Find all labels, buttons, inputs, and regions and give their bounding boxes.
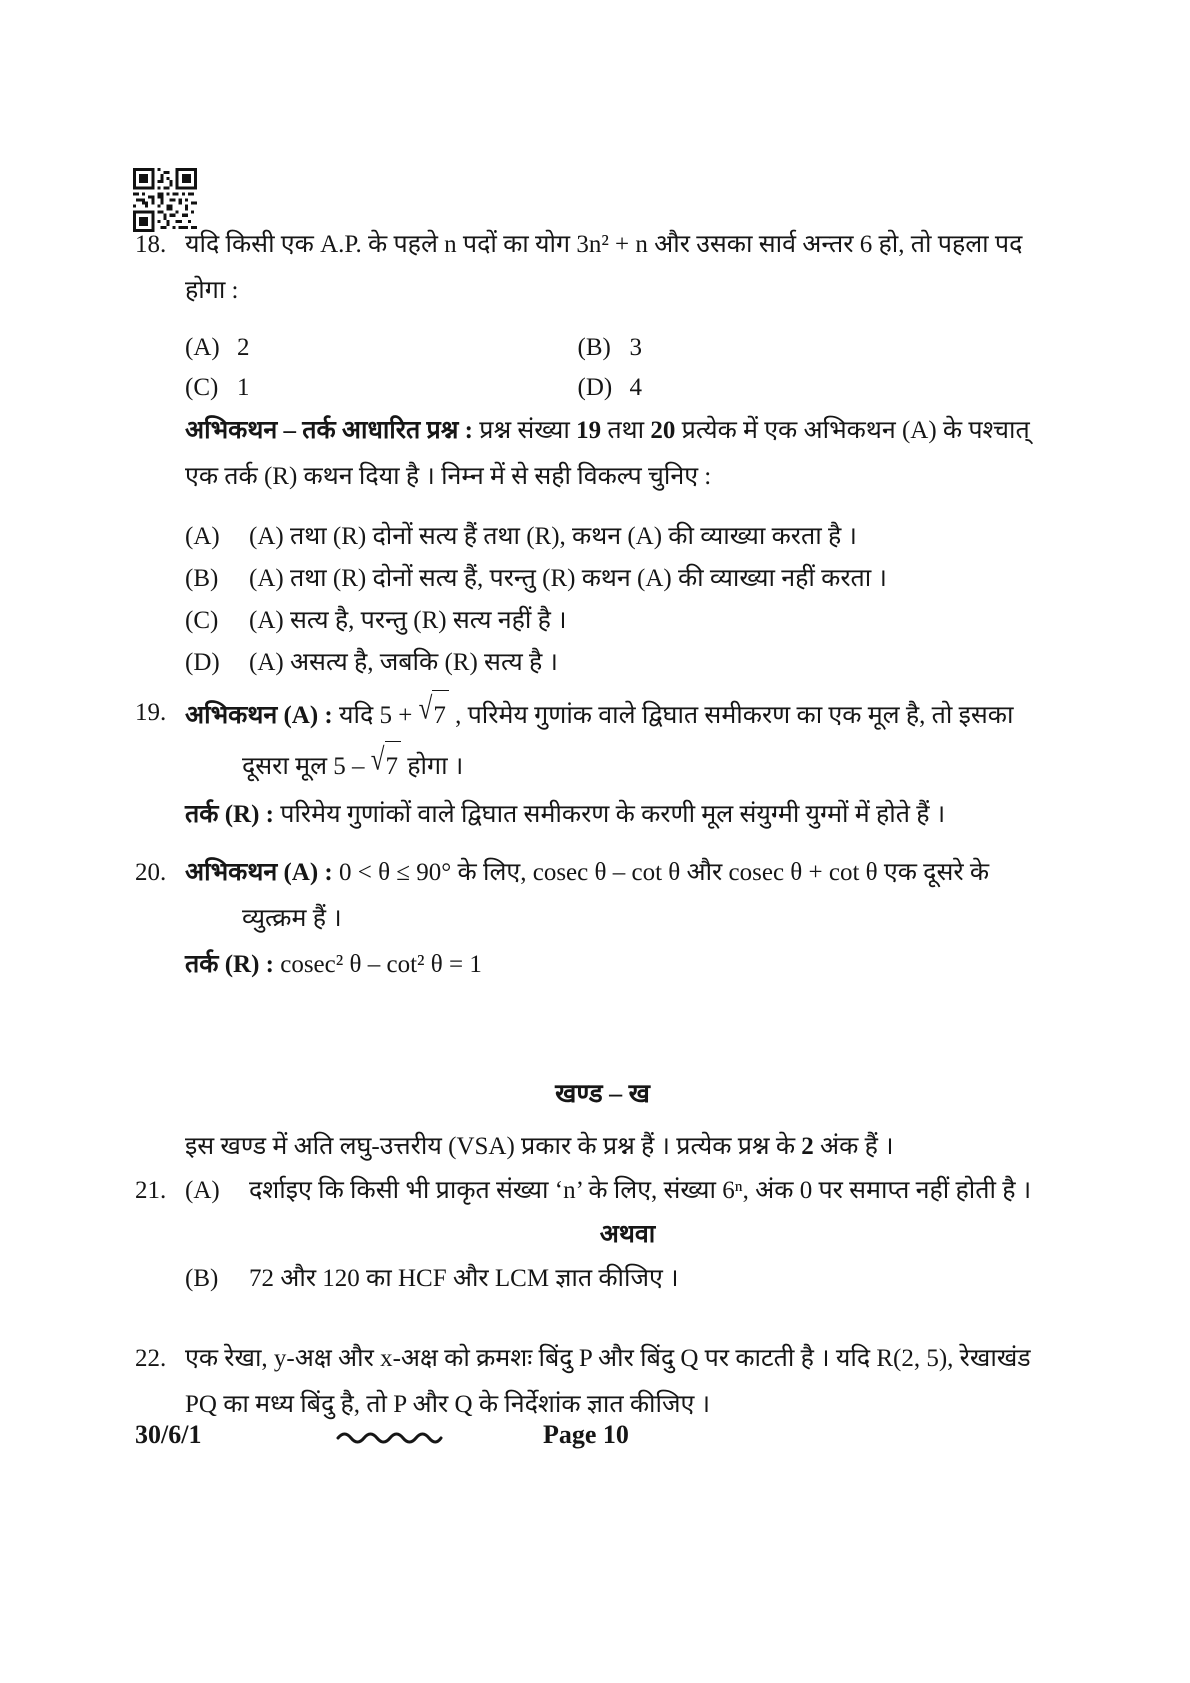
radical-sign: √	[370, 743, 385, 777]
assertion-label: अभिकथन (A) :	[185, 702, 333, 729]
question-22-text-line1: एक रेखा, y-अक्ष और x-अक्ष को क्रमशः बिंदु P और बिंदु Q पर काटती है । यदि R(2, 5), रेखाखंड	[185, 1345, 1031, 1372]
question-18-number: 18.	[135, 231, 167, 258]
option-b-label: (B)	[577, 334, 611, 361]
section-b-intro-text: इस खण्ड में अति लघु-उत्तरीय (VSA) प्रकार के प्रश्न हैं । प्रत्येक प्रश्न के	[185, 1133, 802, 1160]
ar-option-c-text: (A) सत्य है, परन्तु (R) सत्य नहीं है ।	[249, 607, 567, 634]
option-a-label: (A)	[185, 334, 220, 361]
or-label: अथवा	[599, 1221, 656, 1248]
ar-option-b	[185, 558, 1070, 600]
part-b-label: (B)	[185, 1265, 219, 1292]
part-a-text: दर्शाइए कि किसी भी प्राकृत संख्या ‘n’ के लिए, संख्या 6ⁿ, अंक 0 पर समाप्त नहीं होती है ।	[249, 1177, 1032, 1204]
option-b-value: 3	[629, 334, 642, 361]
question-19	[135, 690, 1070, 838]
sqrt-7-expression	[370, 743, 401, 780]
sqrt-7-expression	[418, 692, 449, 729]
ar-option-c-label: (C)	[185, 607, 219, 634]
reason-text: cosec² θ – cot² θ = 1	[273, 951, 482, 978]
ar-intro-line1	[185, 408, 1070, 454]
reason-label: तर्क (R) :	[185, 801, 274, 828]
option-d-value: 4	[629, 374, 642, 401]
assertion-reason-instructions	[135, 408, 1070, 684]
ar-option-b-label: (B)	[185, 565, 219, 592]
question-19-reason	[185, 792, 1070, 838]
question-18-text-line2: होगा :	[185, 277, 239, 304]
section-b-marks: 2	[801, 1133, 814, 1160]
assertion-text4: होगा ।	[401, 753, 464, 780]
ar-intro-heading: अभिकथन – तर्क आधारित प्रश्न :	[185, 417, 473, 444]
ar-intro-text1: प्रश्न संख्या	[472, 417, 577, 444]
question-20-reason	[185, 942, 1070, 988]
assertion-text2: , परिमेय गुणांक वाले द्विघात समीकरण का एक मूल है, तो इसका	[448, 702, 1014, 729]
section-b-intro-text2: अंक हैं ।	[813, 1133, 894, 1160]
question-21-part-b	[185, 1256, 1070, 1302]
page-number-label: Page 10	[543, 1420, 629, 1449]
option-c-value: 1	[237, 374, 250, 401]
question-18-text-line1: यदि किसी एक A.P. के पहले n पदों का योग 3n² + n और उसका सार्व अन्तर 6 हो, तो पहला पद	[185, 231, 1023, 258]
assertion-text3: दूसरा मूल 5 –	[242, 753, 371, 780]
question-20	[135, 850, 1070, 988]
ar-intro-text2: तथा	[601, 417, 651, 444]
ar-intro-q20-ref: 20	[650, 417, 676, 444]
ar-option-d-text: (A) असत्य है, जबकि (R) सत्य है ।	[249, 649, 558, 676]
question-22-number: 22.	[135, 1345, 167, 1372]
ar-option-a	[185, 516, 1070, 558]
section-b-intro	[185, 1124, 1070, 1170]
squiggle-divider-icon	[335, 1428, 445, 1446]
question-19-assertion-line2	[185, 741, 1070, 792]
assertion-text1: 0 < θ ≤ 90° के लिए, cosec θ – cot θ और cosec θ + cot θ एक दूसरे के	[332, 859, 990, 886]
question-18-options-row1	[185, 328, 1070, 368]
question-20-assertion-line2: व्युत्क्रम हैं ।	[242, 905, 342, 932]
reason-text: परिमेय गुणांकों वाले द्विघात समीकरण के करणी मूल संयुग्मी युग्मों में होते हैं ।	[273, 801, 946, 828]
question-19-assertion-line1	[185, 690, 1070, 741]
ar-intro-q19-ref: 19	[576, 417, 602, 444]
option-d-label: (D)	[577, 374, 613, 401]
question-22	[135, 1336, 1070, 1428]
question-18	[135, 222, 1070, 408]
radical-sign: √	[418, 692, 433, 726]
question-20-number: 20.	[135, 859, 167, 886]
option-c-label: (C)	[185, 374, 219, 401]
ar-option-d	[185, 642, 1070, 684]
part-b-text: 72 और 120 का HCF और LCM ज्ञात कीजिए ।	[249, 1265, 679, 1292]
radicand: 7	[385, 741, 402, 792]
question-19-number: 19.	[135, 699, 167, 726]
option-a-value: 2	[237, 334, 250, 361]
assertion-text1: यदि 5 +	[332, 702, 419, 729]
question-20-assertion-line1	[185, 850, 1070, 896]
ar-option-c	[185, 600, 1070, 642]
radicand: 7	[432, 690, 449, 741]
ar-option-a-label: (A)	[185, 523, 220, 550]
question-18-options-row2	[185, 368, 1070, 408]
ar-option-a-text: (A) तथा (R) दोनों सत्य हैं तथा (R), कथन (A) की व्याख्या करता है ।	[249, 523, 857, 550]
assertion-label: अभिकथन (A) :	[185, 859, 333, 886]
page-footer	[135, 1420, 1070, 1460]
section-b-heading: खण्ड – ख	[555, 1079, 650, 1108]
question-22-text-line2: PQ का मध्य बिंदु है, तो P और Q के निर्देशांक ज्ञात कीजिए ।	[185, 1391, 711, 1418]
question-21-part-a	[185, 1168, 1070, 1214]
ar-option-d-label: (D)	[185, 649, 220, 676]
ar-option-b-text: (A) तथा (R) दोनों सत्य हैं, परन्तु (R) कथन (A) की व्याख्या नहीं करता ।	[249, 565, 888, 592]
part-a-label: (A)	[185, 1177, 220, 1204]
question-21-number: 21.	[135, 1177, 167, 1204]
ar-intro-text3: प्रत्येक में एक अभिकथन (A) के पश्चात्	[675, 417, 1030, 444]
reason-label: तर्क (R) :	[185, 951, 274, 978]
question-21	[135, 1168, 1070, 1302]
paper-code: 30/6/1	[135, 1420, 202, 1449]
ar-intro-line2: एक तर्क (R) कथन दिया है । निम्न में से सही विकल्प चुनिए :	[185, 463, 712, 490]
